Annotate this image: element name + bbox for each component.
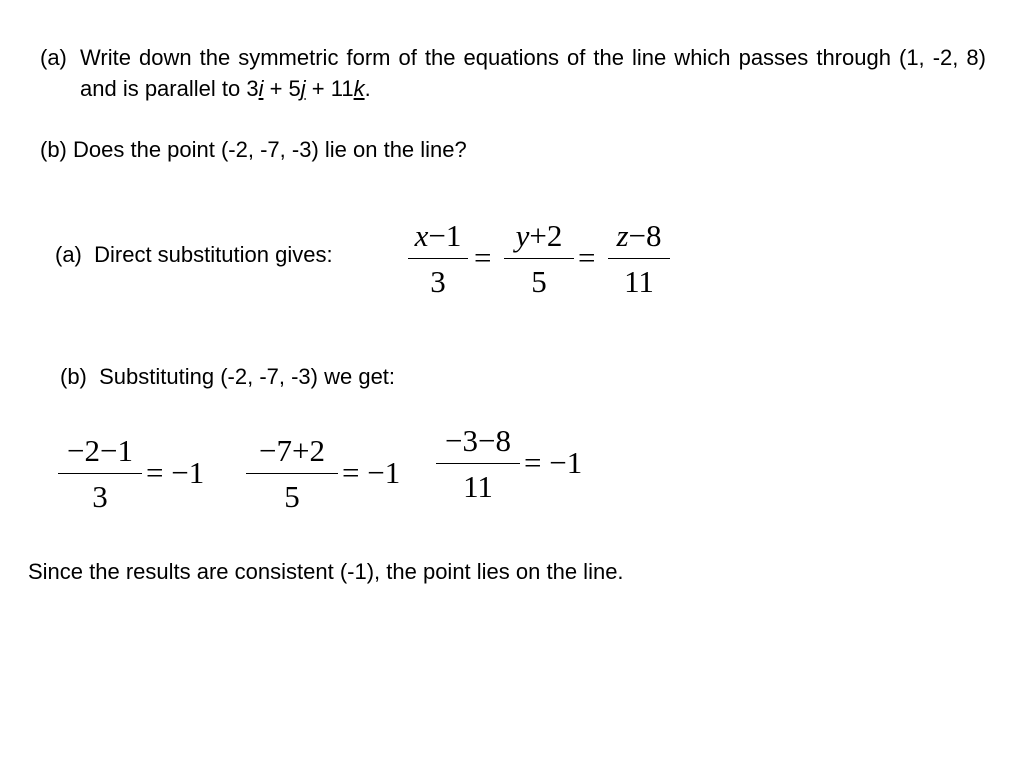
fraction-y [504, 219, 574, 309]
answer-a-label: (a) [55, 242, 82, 267]
fraction-y-numerator: y+2 [515, 218, 563, 253]
fraction-z-denominator: 11 [624, 264, 654, 299]
question-a-text-main: Write down the symmetric form of the equations of the line which passes through (1, -2, 8) and is parallel to 3 [80, 45, 986, 101]
question-a-text [80, 42, 986, 104]
substitution-z-result: = −1 [524, 445, 583, 480]
substitution-x-denominator: 3 [92, 479, 108, 514]
substitution-y [246, 434, 416, 524]
substitution-z [436, 424, 606, 514]
fraction-bar [504, 258, 574, 259]
fraction-bar [58, 473, 142, 474]
symmetric-equation [400, 219, 680, 309]
answer-b-intro [60, 361, 395, 392]
substitution-y-fraction [246, 434, 338, 524]
fraction-x [408, 219, 468, 309]
fraction-bar [436, 463, 520, 464]
fraction-z-numerator: z−8 [616, 218, 662, 253]
question-part-b: (b) Does the point (-2, -7, -3) lie on the line? [40, 137, 467, 162]
substitution-z-fraction [436, 424, 520, 514]
substitution-y-denominator: 5 [284, 479, 300, 514]
unit-vector-i: i [258, 76, 264, 101]
substitution-z-numerator: −3−8 [445, 423, 511, 458]
fraction-z [608, 219, 670, 309]
fraction-x-denominator: 3 [430, 264, 446, 299]
fraction-bar [408, 258, 468, 259]
fraction-x-numerator: x−1 [414, 218, 462, 253]
question-part-a [40, 42, 986, 104]
question-a-period: . [364, 76, 371, 101]
substitution-y-result: = −1 [342, 455, 401, 490]
substitution-x-numerator: −2−1 [67, 433, 133, 468]
question-a-plus-11: + 11 [305, 76, 354, 101]
substitution-x [58, 434, 228, 524]
question-a-plus-5: + 5 [263, 76, 301, 101]
answer-b-text: Substituting (-2, -7, -3) we get: [99, 364, 396, 389]
substitution-z-denominator: 11 [463, 469, 493, 504]
conclusion-text: Since the results are consistent (-1), the point lies on the line. [28, 559, 624, 584]
substitution-x-result: = −1 [146, 455, 205, 490]
fraction-y-denominator: 5 [531, 264, 547, 299]
fraction-bar [246, 473, 338, 474]
unit-vector-j: j [300, 76, 306, 101]
answer-a-text: Direct substitution gives: [94, 242, 333, 267]
answer-b-label: (b) [60, 364, 87, 389]
equals-sign: = [474, 240, 492, 275]
substitution-x-fraction [58, 434, 142, 524]
fraction-bar [608, 258, 670, 259]
unit-vector-k: k [353, 76, 365, 101]
substitution-y-numerator: −7+2 [259, 433, 325, 468]
question-a-label: (a) [40, 45, 67, 70]
answer-a-intro [55, 239, 333, 270]
equals-sign: = [578, 240, 596, 275]
